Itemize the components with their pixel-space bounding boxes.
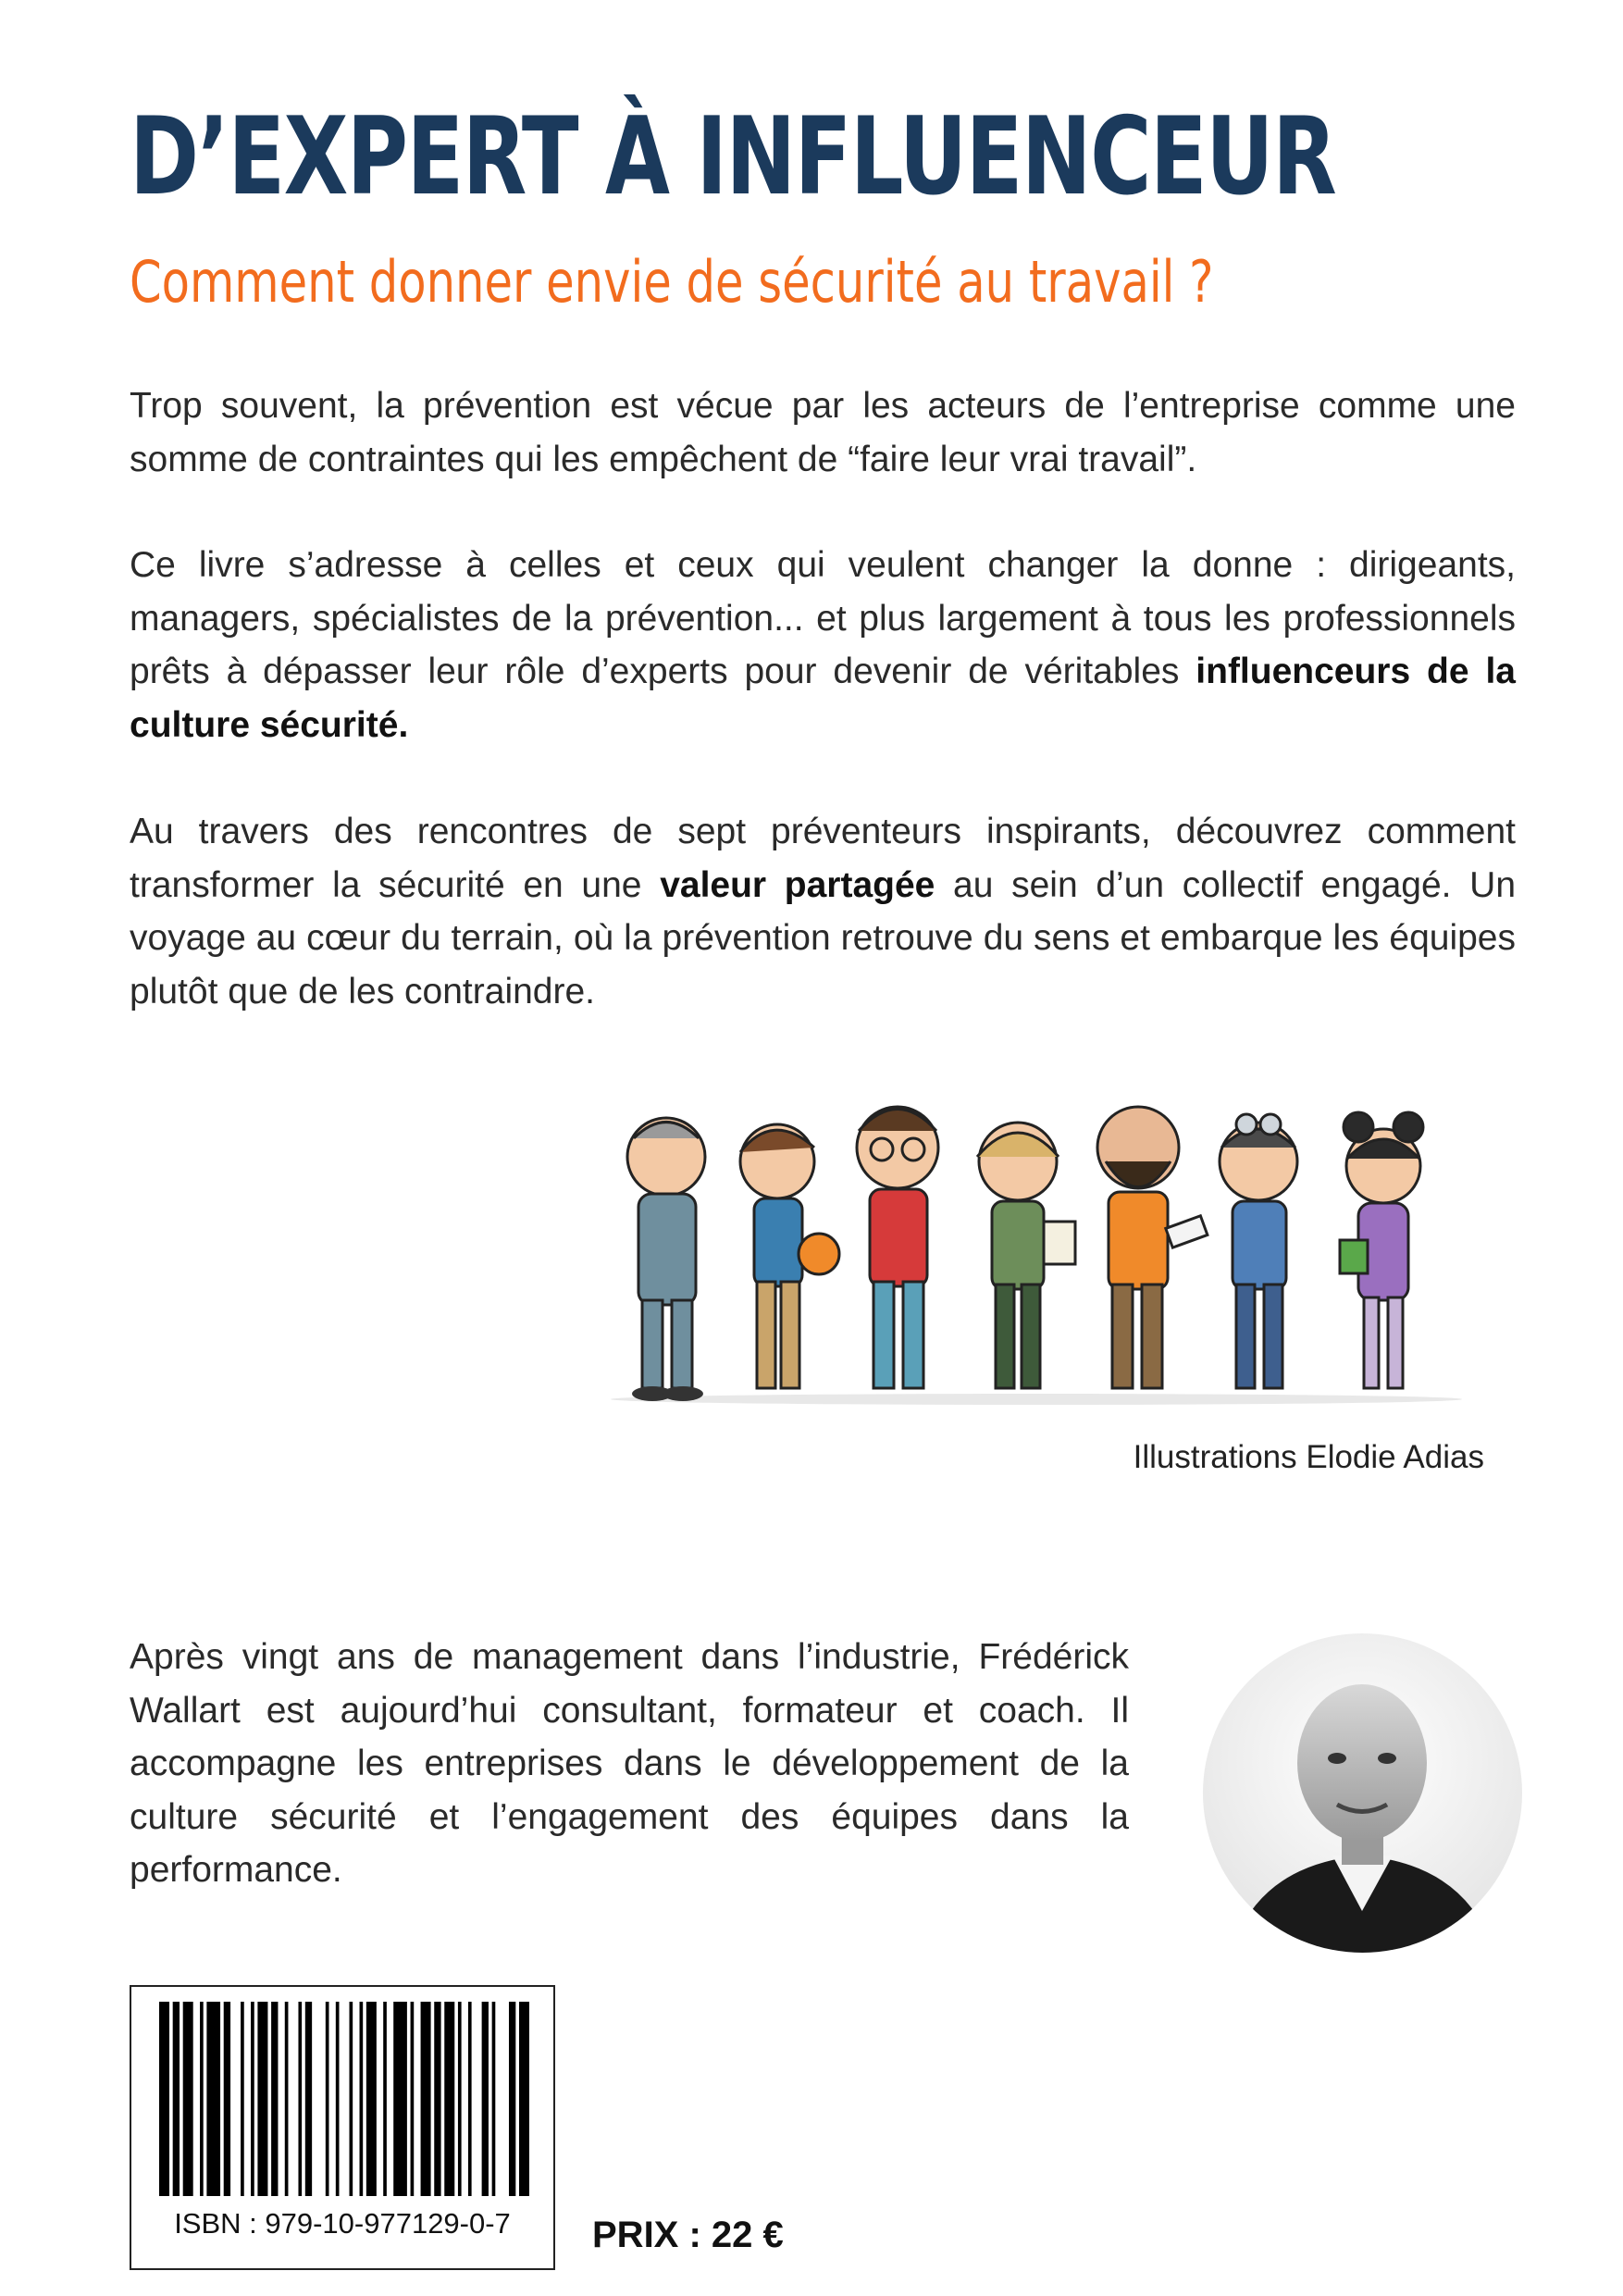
character-4-icon: [977, 1123, 1075, 1388]
barcode-box: [130, 1985, 555, 2270]
audience-paragraph: [130, 539, 1516, 751]
isbn-number: ISBN : 979-10-977129-0-7: [174, 2207, 511, 2240]
journey-bold: valeur partagée: [660, 864, 935, 905]
journey-paragraph: [130, 805, 1516, 1018]
character-5-icon: [1097, 1107, 1208, 1388]
intro-paragraph: Trop souvent, la prévention est vécue par les acteurs de l’entreprise comme une somme de contraintes qui les empêchent de “faire leur vrai travail”.: [130, 386, 1516, 479]
audience-text: Ce livre s’adresse à celles et ceux qui veulent changer la donne : dirigeants, managers, spécialistes de la prévention... et plus largement à tous les professionnels prêts à dépasser leur rôle d’experts pour devenir de véritables: [130, 545, 1516, 691]
book-title: D’EXPERT À INFLUENCEUR: [130, 94, 1336, 219]
author-portrait-photo: [1203, 1633, 1522, 1953]
character-2-icon: [740, 1124, 839, 1388]
seven-cartoon-characters-illustration: [601, 1083, 1471, 1416]
journey-text-after: au sein d’un collectif engagé. Un voyage au cœur du terrain, où la prévention retrouve du sens et embarque les équipes plutôt que de les contraindre.: [130, 864, 1517, 1011]
barcode-icon: [159, 2002, 529, 2196]
character-7-icon: [1340, 1112, 1423, 1388]
book-subtitle: Comment donner envie de sécurité au travail ?: [130, 248, 1214, 316]
audience-bold: influenceurs de la culture sécurité.: [130, 652, 1516, 745]
illustration-credit: Illustrations Elodie Adias: [1133, 1439, 1484, 1475]
author-bio: Après vingt ans de management dans l’industrie, Frédérick Wallart est aujourd’hui consultant, formateur et coach. Il accompagne les entreprises dans le développement de la culture sécurité et l’engagement des équipes dans la performance.: [130, 1637, 1129, 1890]
character-1-icon: [627, 1118, 705, 1401]
character-6-icon: [1220, 1114, 1297, 1388]
journey-text-before: Au travers des rencontres de sept préventeurs inspirants, découvrez comment transformer la sécurité en une: [130, 812, 1516, 905]
price-label: PRIX : 22 €: [592, 2215, 784, 2255]
character-3-icon: [857, 1107, 938, 1388]
